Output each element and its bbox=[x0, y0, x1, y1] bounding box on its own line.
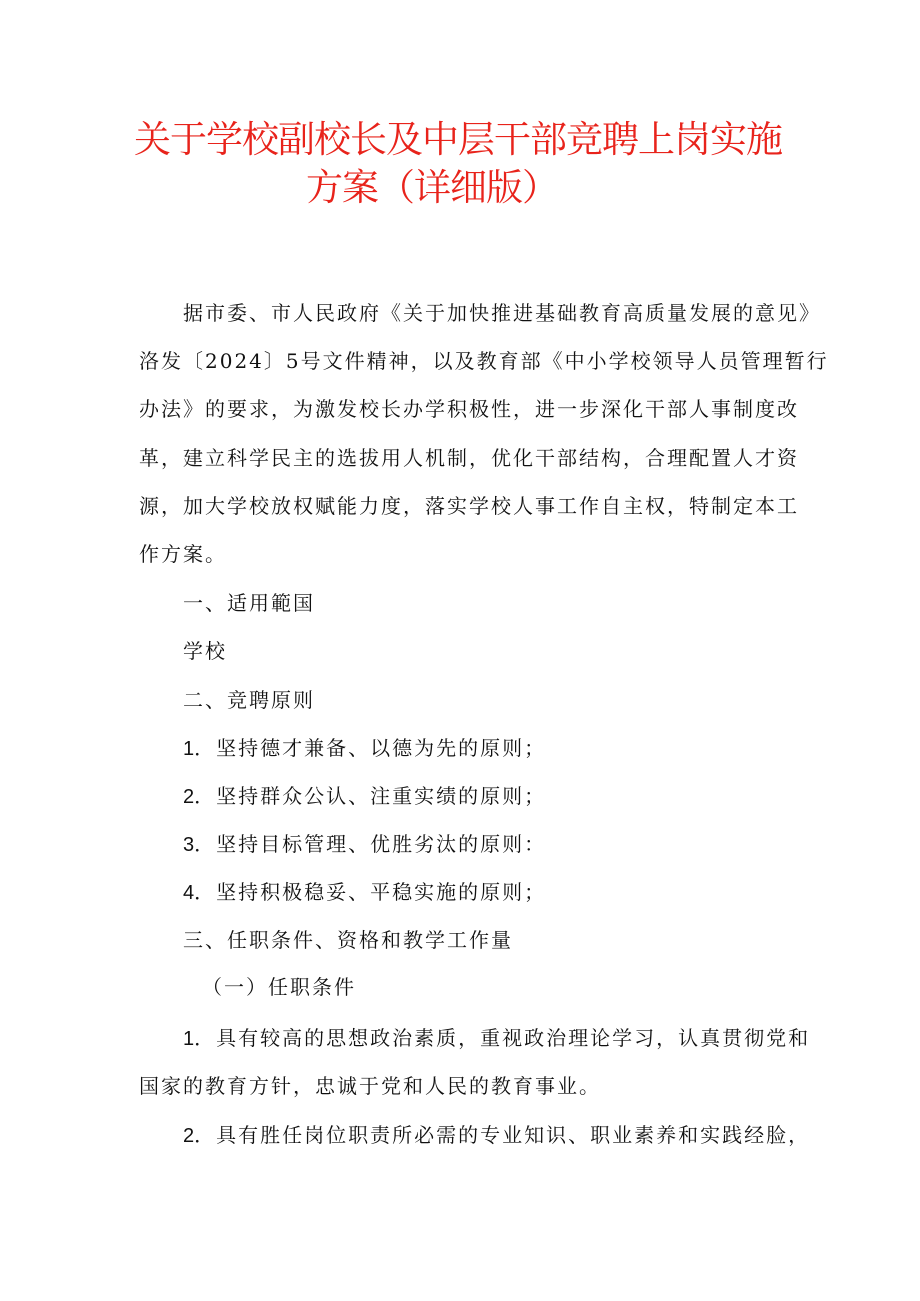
principle-number: 1 bbox=[183, 738, 195, 760]
principle-number: 2 bbox=[183, 786, 195, 808]
condition-number: 2 bbox=[183, 1125, 195, 1147]
condition-number: 1 bbox=[183, 1028, 195, 1050]
intro-paragraph-line: 革，建立科学民主的选拔用人机制，优化干部结构，合理配置人才资 bbox=[139, 446, 799, 470]
condition-item-line bbox=[183, 1023, 811, 1054]
condition-text: ．具有胜任岗位职责所必需的专业知识、职业素养和实践经脸， bbox=[194, 1123, 811, 1147]
subsection-1-heading: （一）任职条件 bbox=[202, 975, 356, 999]
condition-text: ．具有较高的思想政治素质，重视政治理论学习，认真贯彻党和 bbox=[194, 1026, 811, 1050]
intro-paragraph-line: 据市委、市人民政府《关于加快推进基础教育高质量发展的意见》 bbox=[183, 301, 821, 325]
condition-item-line bbox=[183, 1120, 811, 1151]
intro-paragraph-line: 洛发〔2024〕5号文件精神，以及教育部《中小学校领导人员管理暂行 bbox=[139, 349, 829, 373]
principle-text: ．坚持积极稳妥、平稳实施的原则； bbox=[194, 880, 547, 904]
document-title-line-2: 方案（详细版） bbox=[306, 166, 558, 209]
principle-text: ．坚持德才兼备、以德为先的原则； bbox=[194, 736, 547, 760]
intro-paragraph-line: 作方案。 bbox=[139, 542, 227, 566]
document-title-line-1: 关于学校副校长及中层干部竞聘上岗实施 bbox=[134, 118, 782, 161]
section-3-heading: 三、任职条件、资格和教学工作量 bbox=[183, 928, 513, 952]
principle-number: 3 bbox=[183, 834, 195, 856]
principle-text: ．坚持目标管理、优胜劣汰的原则： bbox=[194, 832, 547, 856]
intro-paragraph-line: 办法》的要求，为激发校长办学积极性，进一步深化干部人事制度改 bbox=[139, 397, 799, 421]
principle-item bbox=[183, 829, 546, 860]
principle-item bbox=[183, 877, 546, 908]
section-1-body: 学校 bbox=[183, 639, 227, 663]
section-1-heading: 一、适用範国 bbox=[183, 591, 315, 615]
intro-paragraph-line: 源，加大学校放权赋能力度，落实学校人事工作自主权，特制定本工 bbox=[139, 494, 799, 518]
principle-item bbox=[183, 733, 546, 764]
principle-item bbox=[183, 781, 546, 812]
principle-number: 4 bbox=[183, 882, 195, 904]
section-2-heading: 二、竞聘原则 bbox=[183, 688, 315, 712]
principle-text: ．坚持群众公认、注重实绩的原则； bbox=[194, 784, 547, 808]
condition-item-line: 国家的教育方针，忠诚于党和人民的教育事业。 bbox=[139, 1074, 601, 1098]
